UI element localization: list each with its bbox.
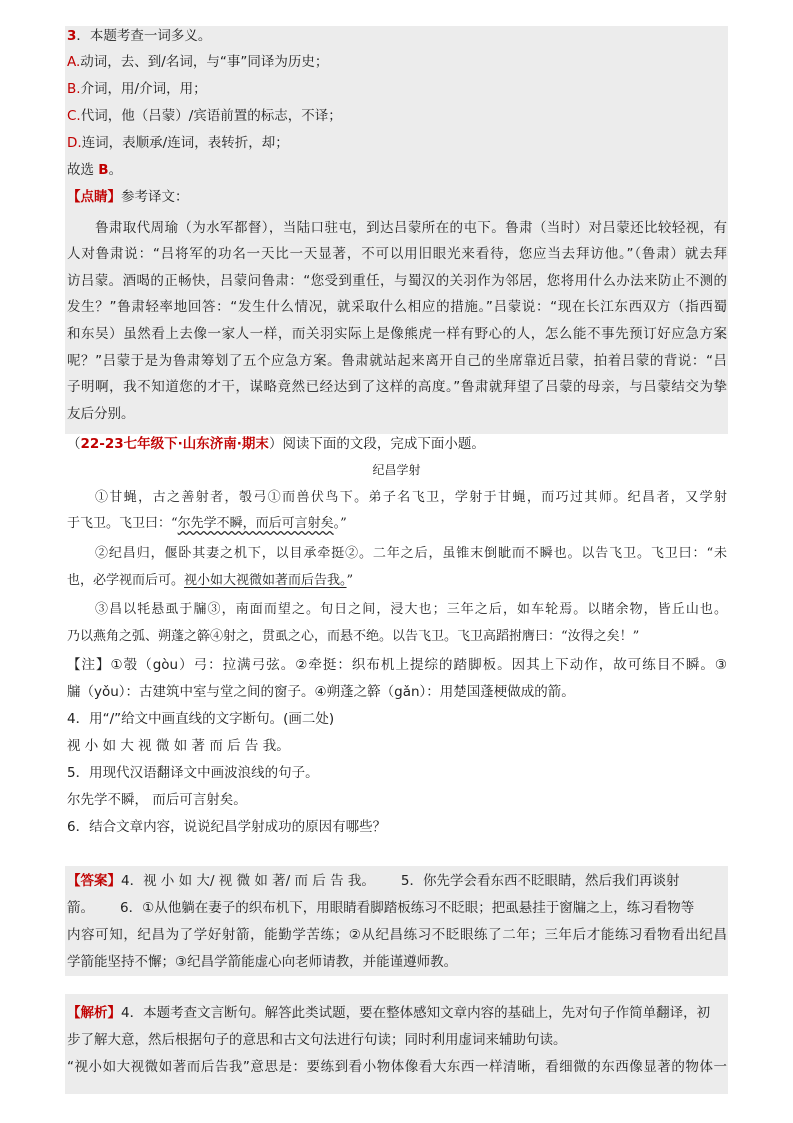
answer-line-2: 箭。 6．①从他躺在妻子的织布机下，用眼睛看脚踏板练习不眨眼；把虱悬挂于窗牖之上，练习看物等 (67, 900, 695, 916)
notes-line-2: 牖（yǒu）：古建筑中室与堂之间的窗子。④朔蓬之簳（gǎn）：用楚国蓬梗做成的箭。 (67, 684, 575, 700)
analysis-line-2: 步了解大意，然后根据句子的意思和古文句法进行句读；同时利用虚词来辅助句读。 (67, 1032, 567, 1048)
straight-underlined-sentence: 视小如大视微如著而后告我。 (184, 573, 347, 588)
answer-line-3: 内容可知，纪昌为了学好射箭，能勤学苦练；②从纪昌练习不眨眼练了二年；三年后才能练习看物看出纪昌 (67, 927, 727, 943)
translation-line: 访吕蒙。酒喝的正畅快，吕蒙问鲁肃：“您受到重任，与蜀汉的关羽作为邻居，您将用什么办法来防止不测的 (67, 273, 727, 289)
passage-paragraph-2: ②纪昌归，偃卧其妻之机下，以目承牵挺②。二年之后，虽锥末倒眦而不瞬也。以告飞卫。飞卫曰：“未 (95, 546, 727, 561)
answer-line-1: 【答案】4．视 小 如 大/ 视 微 如 著/ 而 后 告 我。 5．你先学会看东西不眨眼睛，然后我们再谈射 (67, 873, 680, 889)
passage-title: 纪昌学射 (372, 463, 421, 477)
q3-conclusion: 故选 B。 (67, 162, 123, 178)
analysis-line-1: 【解析】4．本题考查文言断句。解答此类试题，要在整体感知文章内容的基础上，先对句子作简单翻译，初 (67, 1005, 711, 1021)
question-4-text: 视 小 如 大 视 微 如 著 而 后 告 我。 (67, 738, 290, 754)
wavy-underlined-sentence: 尔先学不瞬，而后可言射矣 (177, 516, 334, 531)
passage-paragraph-2-cont: 也，必学视而后可。视小如大视微如著而后告我。” (67, 573, 354, 588)
translation-line: 发生？”鲁肃轻率地回答：“发生什么情况，就采取什么相应的措施。”吕蒙说：“现在长江东西双方（指西蜀 (67, 299, 727, 315)
q3-option-b: B.介词，用/介词，用； (67, 81, 207, 97)
translation-line: 人对鲁肃说：“吕将军的功名一天比一天显著，不可以用旧眼光来看待，您应当去拜访他。”（鲁肃）就去拜 (67, 246, 727, 262)
dianjing-heading: 【点睛】参考译文： (67, 189, 189, 205)
passage-paragraph-3: ③昌以牦悬虱于牖③，南面而望之。旬日之间，浸大也；三年之后，如车轮焉。以睹余物，皆丘山也。 (95, 602, 727, 617)
question-5: 5．用现代汉语翻译文中画波浪线的句子。 (67, 765, 319, 781)
q3-option-c: C.代词，他（吕蒙）/宾语前置的标志，不译； (67, 108, 342, 124)
q3-option-d: D.连词，表顺承/连词，表转折，却； (67, 135, 289, 151)
translation-line: 呢？”吕蒙于是为鲁肃筹划了五个应急方案。鲁肃就站起来离开自己的坐席靠近吕蒙，拍着吕蒙的背说：“吕 (67, 353, 727, 369)
question-5-text: 尔先学不瞬， 而后可言射矣。 (67, 792, 247, 808)
q3-option-a: A.动词，去、到/名词，与“事”同译为历史； (67, 54, 329, 70)
analysis-line-3: “视小如大视微如著而后告我”意思是：要练到看小物体像看大东西一样清晰，看细微的东西像显著的物体一 (67, 1059, 727, 1075)
source-line: （22-23七年级下·山东济南·期末）阅读下面的文段，完成下面小题。 (67, 436, 485, 452)
translation-line: 鲁肃取代周瑜（为水军都督），当陆口驻屯，到达吕蒙所在的屯下。鲁肃（当时）对吕蒙还比较轻视，有 (95, 220, 727, 236)
q3-heading: 3．本题考查一词多义。 (67, 28, 212, 44)
question-6: 6．结合文章内容，说说纪昌学射成功的原因有哪些？ (67, 819, 387, 835)
translation-line: 子明啊，我不知道您的才干，谋略竟然已经达到了这样的高度。”鲁肃就拜望了吕蒙的母亲，与吕蒙结交为挚 (67, 379, 727, 395)
passage-paragraph-3-cont: 乃以燕角之弧、朔蓬之簳④射之，贯虱之心，而悬不绝。以告飞卫。飞卫高蹈拊膺曰：“汝得之矣！” (67, 629, 640, 644)
translation-line: 友后分别。 (67, 406, 135, 422)
translation-line: 和东吴）虽然看上去像一家人一样，而关羽实际上是像熊虎一样有野心的人，怎么能不事先预订好应急方案 (67, 326, 727, 342)
passage-paragraph-1-cont: 于飞卫。飞卫曰：“尔先学不瞬，而后可言射矣。” (67, 516, 347, 531)
passage-paragraph-1: ①甘蝇，古之善射者，彀弓①而兽伏鸟下。弟子名飞卫，学射于甘蝇，而巧过其师。纪昌者，又学射 (95, 490, 727, 505)
answer-line-4: 学箭能坚持不懈；③纪昌学箭能虚心向老师请教，并能谨遵师教。 (67, 954, 458, 970)
question-4: 4．用“/”给文中画直线的文字断句。(画二处) (67, 711, 335, 727)
notes-line-1: 【注】①彀（gòu）弓：拉满弓弦。②牵挺：织布机上提综的踏脚板。因其上下动作，故可练目不瞬。③ (67, 657, 727, 673)
